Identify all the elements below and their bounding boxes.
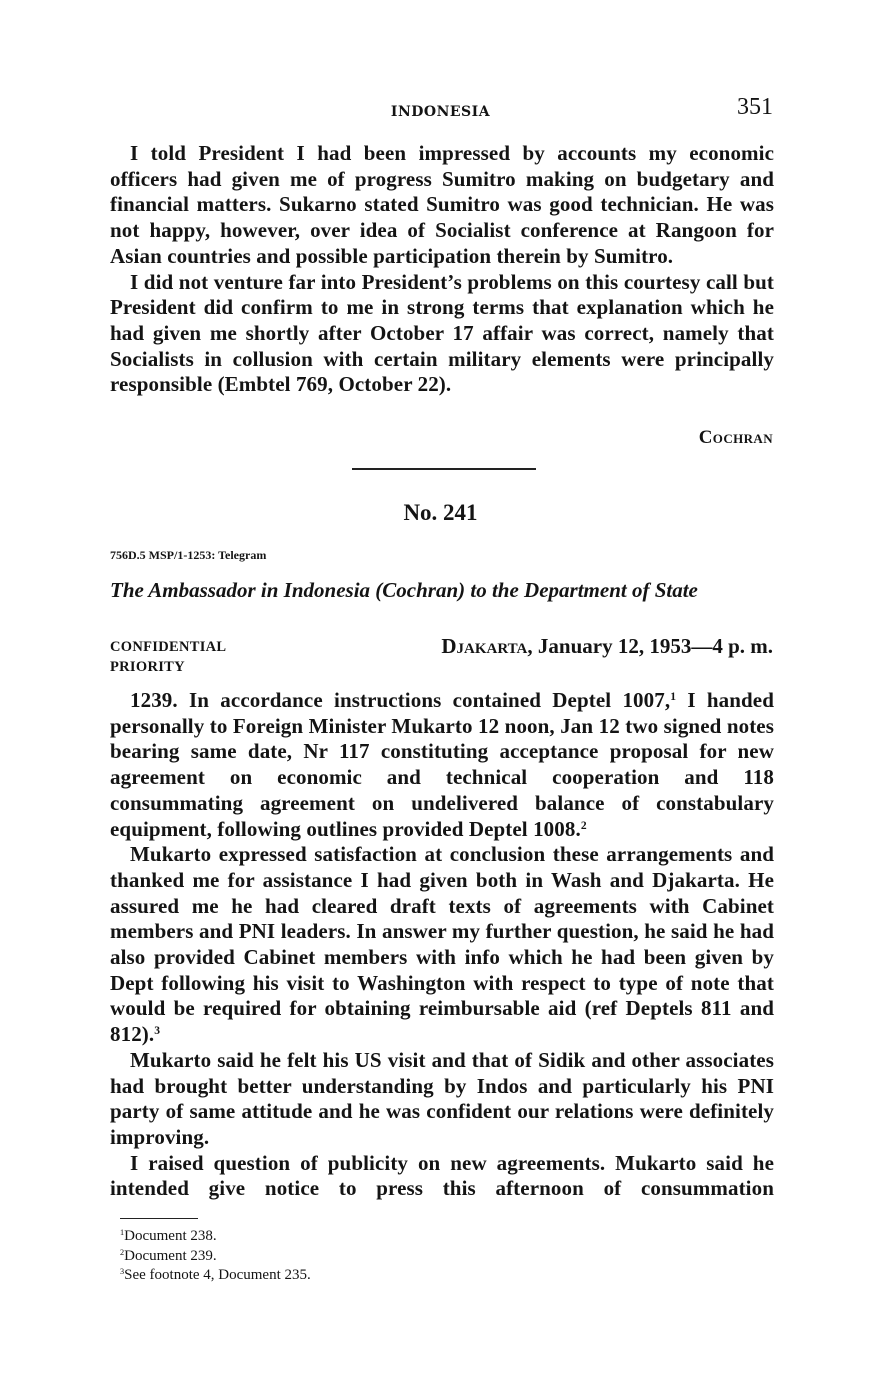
signature: Cochran [698, 427, 773, 448]
footnote-ref: 3 [154, 1025, 161, 1038]
classification-label: CONFIDENTIAL [110, 639, 227, 655]
footnote [120, 1247, 311, 1267]
body-paragraph: I raised question of publicity on new agreements. Mukarto said he intended give notice to press this afternoon of consummation [110, 1150, 774, 1201]
footnote-text: Document 238. [124, 1228, 217, 1244]
paragraph-text: 1239. In accordance instructions contained Deptel 1007, [130, 688, 671, 712]
page-number: 351 [737, 94, 773, 120]
footnote [120, 1266, 311, 1286]
running-head: INDONESIA [390, 104, 491, 120]
dateline-date: , January 12, 1953—4 p. m. [527, 634, 773, 658]
footnote-divider [120, 1218, 198, 1219]
priority-label: PRIORITY [110, 659, 185, 675]
footnote-ref: 1 [670, 691, 677, 704]
footnote-text: See footnote 4, Document 235. [124, 1267, 311, 1283]
footnote-text: Document 239. [124, 1247, 217, 1264]
paragraph-text: Mukarto expressed satisfaction at conclusion these arrangements and thanked me for assistance I had given both in Wash and Djakarta. He assured me he had cleared draft texts of agreements with Cabinet members and PNI leaders. In answer my further question, he said he had also provided Cabinet members with info which he had been given by Dept following his visit to Washington with respect to type of note that would be required for obtaining reimbursable aid (ref Deptels 811 and 812). [110, 842, 774, 1047]
footnotes [120, 1227, 311, 1286]
body-paragraph [110, 688, 774, 842]
paragraph-text: I handed personally to Foreign Minister Mukarto 12 noon, Jan 12 two signed notes bearing same date, Nr 117 constituting acceptance proposal for new agreement on economic and technical cooperation and 118 consummating agreement on undelivered balance of constabulary equipment, following outlines provided Deptel 1008. [110, 688, 774, 841]
body-paragraph: I did not venture far into President’s problems on this courtesy call but President did confirm to me in strong terms that explanation which he had given me shortly after October 17 affair was correct, namely that Socialists in collusion with certain military elements were principally responsible (Embtel 769, October 22). [110, 269, 774, 397]
dateline-place: Djakarta [441, 634, 528, 658]
section-divider [352, 468, 536, 470]
telegram-text [110, 688, 774, 1202]
continued-text [110, 141, 774, 398]
footnote [120, 1227, 311, 1247]
body-paragraph: Mukarto said he felt his US visit and that of Sidik and other associates had brought better understanding by Indos and particularly his PNI party of same attitude and he was confident our relations were definitely improving. [110, 1047, 774, 1149]
document-title: The Ambassador in Indonesia (Cochran) to the Department of State [110, 578, 698, 602]
dateline [441, 634, 773, 659]
document-number: No. 241 [403, 500, 478, 525]
footnote-mark: 3 [120, 1267, 125, 1277]
footnote-mark: 2 [120, 1247, 125, 1257]
footnote-mark: 1 [120, 1228, 125, 1238]
file-reference: 756D.5 MSP/1-1253: Telegram [110, 548, 267, 562]
body-paragraph: I told President I had been impressed by accounts my economic officers had given me of progress Sumitro making on budgetary and financial matters. Sukarno stated Sumitro was good technician. He was not happy, however, over idea of Socialist conference at Rangoon for Asian countries and possible participation therein by Sumitro. [110, 141, 774, 268]
footnote-ref: 2 [580, 819, 587, 832]
body-paragraph [110, 842, 774, 1048]
